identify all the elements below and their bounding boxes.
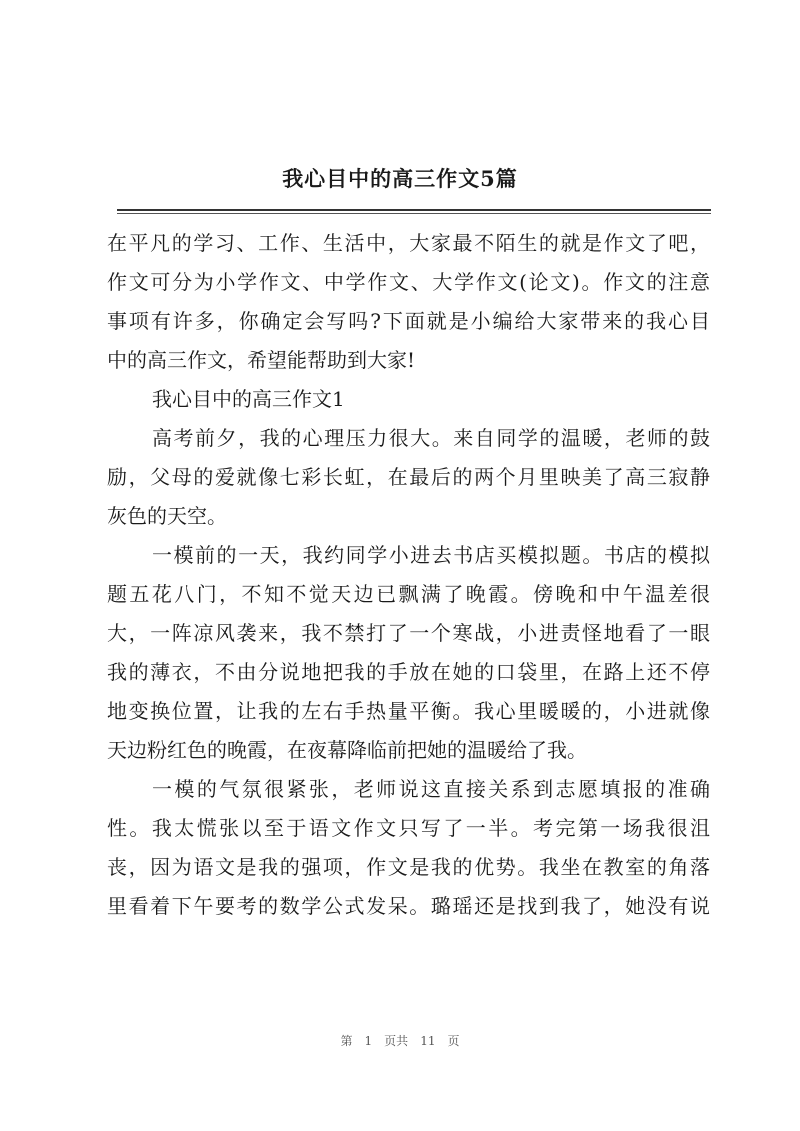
paragraph-line: 事项有许多，你确定会写吗?下面就是小编给大家带来的我心目 (107, 309, 710, 333)
paragraph-line: 我的薄衣，不由分说地把我的手放在她的口袋里，在路上还不停 (107, 660, 710, 684)
page-title: 我心目中的高三作文5篇 (282, 166, 518, 191)
paragraph-line: 地变换位置，让我的左右手热量平衡。我心里暖暖的，小进就像 (107, 699, 710, 723)
paragraph-line: 天边粉红色的晚霞，在夜幕降临前把她的温暖给了我。 (107, 738, 587, 762)
paragraph-line: 一模的气氛很紧张，老师说这直接关系到志愿填报的准确 (152, 777, 710, 801)
paragraph-line: 一模前的一天，我约同学小进去书店买模拟题。书店的模拟 (152, 543, 710, 567)
paragraph-line: 题五花八门，不知不觉天边已飘满了晚霞。傍晚和中午温差很 (107, 582, 710, 606)
page-footer (0, 1032, 800, 1049)
title-divider-thin (117, 213, 711, 214)
document-body (107, 224, 710, 926)
paragraph-line: 大，一阵凉风袭来，我不禁打了一个寒战，小进责怪地看了一眼 (107, 621, 710, 645)
section-heading: 我心目中的高三作文1 (152, 387, 345, 411)
paragraph-line: 中的高三作文，希望能帮助到大家! (107, 348, 416, 372)
page-number: 1 (364, 1034, 373, 1048)
paragraph-line: 励，父母的爱就像七彩长虹，在最后的两个月里映美了高三寂静 (107, 465, 710, 489)
paragraph-line: 丧，因为语文是我的强项，作文是我的优势。我坐在教室的角落 (107, 855, 710, 879)
title-divider (117, 209, 711, 211)
page-total: 11 (420, 1034, 436, 1048)
paragraph-line: 性。我太慌张以至于语文作文只写了一半。考完第一场我很沮 (107, 816, 710, 840)
footer-prefix: 第 (340, 1034, 353, 1048)
paragraph-line: 高考前夕，我的心理压力很大。来自同学的温暖，老师的鼓 (152, 426, 710, 450)
paragraph-line: 灰色的天空。 (107, 504, 227, 528)
footer-middle: 页共 (384, 1034, 409, 1048)
footer-suffix: 页 (447, 1034, 460, 1048)
paragraph-line: 在平凡的学习、工作、生活中，大家最不陌生的就是作文了吧， (107, 231, 710, 255)
paragraph-line: 里看着下午要考的数学公式发呆。璐瑶还是找到我了，她没有说 (107, 894, 710, 918)
paragraph-line: 作文可分为小学作文、中学作文、大学作文(论文)。作文的注意 (107, 270, 710, 294)
